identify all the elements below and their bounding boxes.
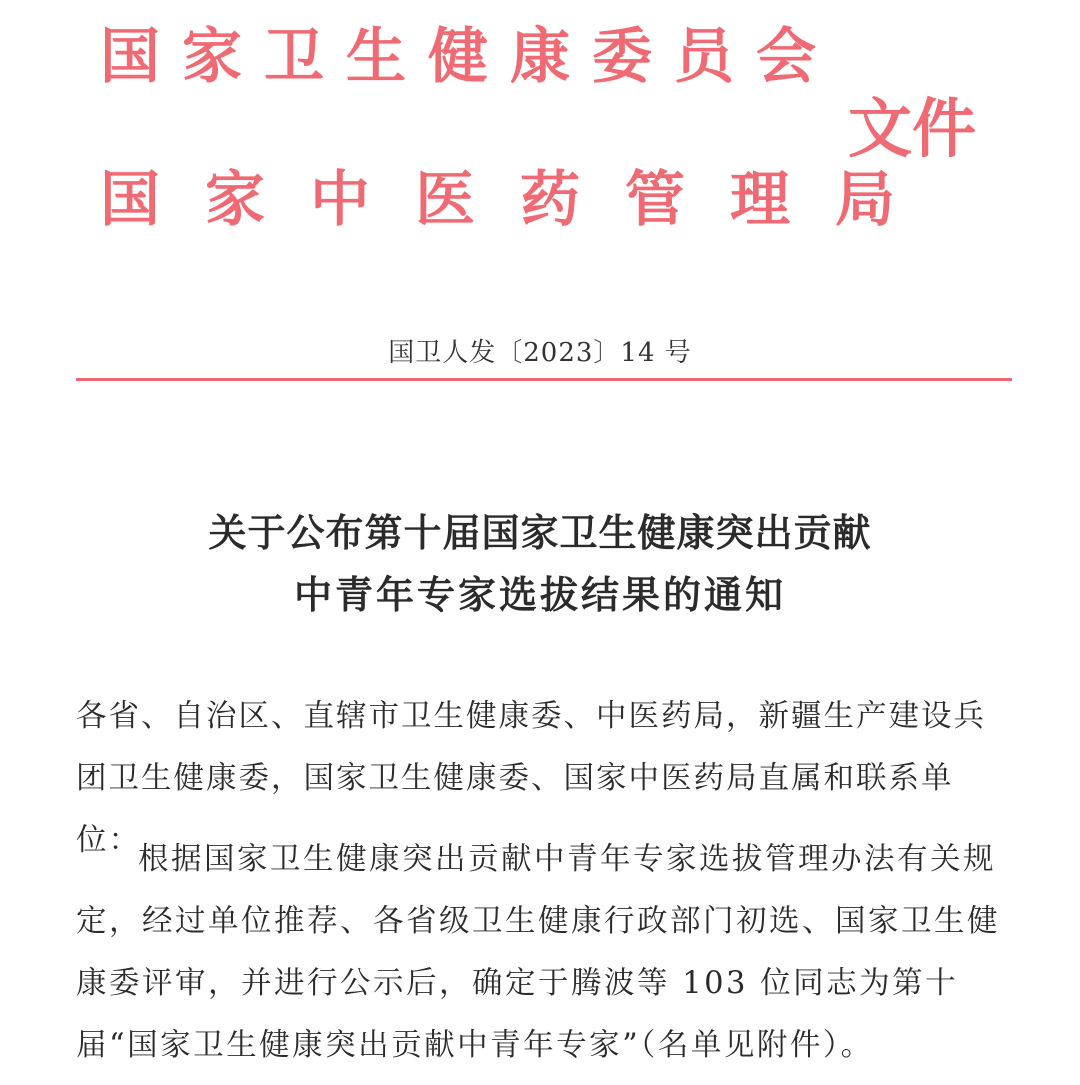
body-paragraph: 根据国家卫生健康突出贡献中青年专家选拔管理办法有关规定，经过单位推荐、各省级卫生健康行政部门初选、国家卫生健康委评审，并进行公示后，确定于腾波等 103 位同志为第十届“国家卫生健康突出贡献中青年专家”（名单见附件）。 [76,842,1000,1063]
salutation-recipients: 各省、自治区、直辖市卫生健康委、中医药局，新疆生产建设兵团卫生健康委，国家卫生健康委、国家中医药局直属和联系单位： [76,699,986,858]
document-number: 国卫人发〔2023〕14 号 [388,338,692,368]
agency-name-health-commission: 国家卫生健康委员会 [100,22,838,92]
red-divider-rule [76,378,1012,381]
notice-title-line-1: 关于公布第十届国家卫生健康突出贡献 [208,511,872,555]
agency-name-tcm-administration: 国家中医药管理局 [100,165,940,235]
document-suffix: 文件 [848,93,976,167]
notice-title-line-2: 中青年专家选拔结果的通知 [293,573,786,617]
